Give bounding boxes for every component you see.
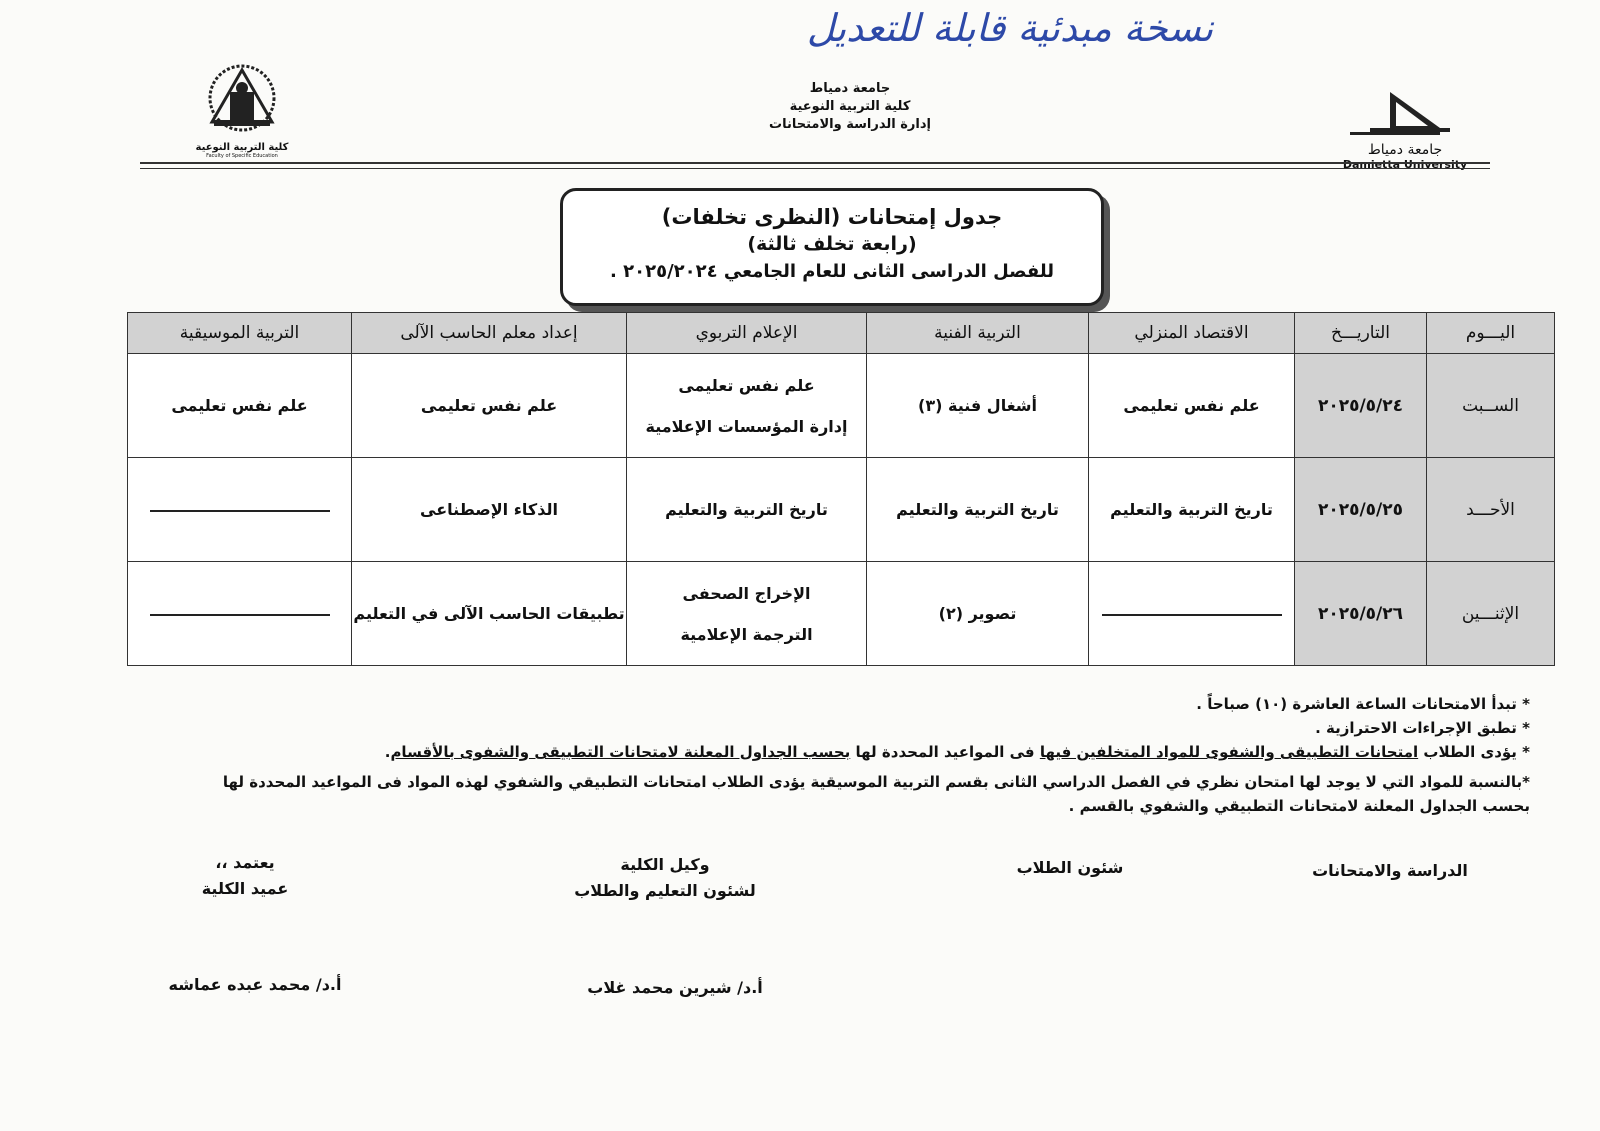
faculty-logo-caption: كلية التربية النوعية [195, 142, 289, 153]
header-art-education: التربية الفنية [867, 313, 1089, 354]
note-precautions: * تطبق الإجراءات الاحترازية . [1315, 719, 1530, 737]
faculty-logo-caption-en: Faculty of Specific Education [206, 153, 278, 159]
header-day: اليـــوم [1427, 313, 1555, 354]
faculty-emblem-icon [192, 58, 292, 138]
signature-dean-name [150, 972, 360, 998]
faculty-name: كلية التربية النوعية [789, 99, 911, 114]
cell-home-economics: تاريخ التربية والتعليم [1089, 458, 1295, 562]
header-date: التاريـــخ [1295, 313, 1427, 354]
signature-name: أ.د/ محمد عبده عماشه [168, 975, 342, 994]
signature-vice-dean [560, 852, 770, 904]
signature-dean [180, 850, 310, 902]
university-logo-english: Damietta University [1342, 158, 1468, 171]
cell-day: الســبت [1427, 354, 1555, 458]
cell-home-economics [1089, 562, 1295, 666]
header-media-education: الإعلام التربوي [627, 313, 867, 354]
cell-computer-teacher: تطبيقات الحاسب الآلى في التعليم [352, 562, 627, 666]
cell-day: الإثنـــين [1427, 562, 1555, 666]
cell-day: الأحـــد [1427, 458, 1555, 562]
header-computer-teacher: إعداد معلم الحاسب الآلى [352, 313, 627, 354]
cell-date: ٢٠٢٥/٥/٢٥ [1295, 458, 1427, 562]
note-underlined: امتحانات التطبيقى والشفوى للمواد المتخلفين فيها [1039, 743, 1419, 761]
notes-block [150, 692, 1530, 818]
header-text-block [740, 80, 960, 134]
cell-computer-teacher: الذكاء الإصطناعى [352, 458, 627, 562]
cell-computer-teacher: علم نفس تعليمى [352, 354, 627, 458]
no-exam-dash [1102, 614, 1282, 616]
header-rule-thin [140, 168, 1490, 169]
cell-subject: علم نفس تعليمى [678, 375, 815, 395]
university-logo-arabic: جامعة دمياط [1367, 142, 1443, 158]
title-line-1: جدول إمتحانات (النظرى تخلفات) [661, 205, 1003, 229]
cell-date: ٢٠٢٥/٥/٢٤ [1295, 354, 1427, 458]
signature-title: لشئون التعليم والطلاب [574, 881, 756, 900]
cell-media-education [627, 562, 867, 666]
header-rule [140, 162, 1490, 164]
table-row [128, 354, 1555, 458]
table-row [128, 458, 1555, 562]
cell-subject: الترجمة الإعلامية [680, 624, 813, 644]
cell-music-education [128, 562, 352, 666]
title-line-2: (رابعة تخلف ثالثة) [747, 233, 917, 255]
signature-student-affairs [1000, 855, 1140, 881]
exam-schedule-table [127, 312, 1555, 666]
cell-music-education [128, 458, 352, 562]
note-text: فى المواعيد المحددة لها [850, 743, 1040, 761]
no-exam-dash [150, 614, 330, 616]
table-row [128, 562, 1555, 666]
note-practical-exams [150, 740, 1530, 764]
signature-vice-dean-name [570, 975, 780, 1001]
note-text: . [384, 743, 391, 761]
cell-date: ٢٠٢٥/٥/٢٦ [1295, 562, 1427, 666]
cell-art-education: تصوير (٢) [867, 562, 1089, 666]
note-underlined: بحسب الجداول المعلنة لامتحانات التطبيقى والشفوى بالأقسام [390, 743, 851, 761]
cell-subject: إدارة المؤسسات الإعلامية [645, 416, 848, 436]
table-header-row [128, 313, 1555, 354]
note-music-line-2: بحسب الجداول المعلنة لامتحانات التطبيقي والشفوي بالقسم . [1068, 797, 1530, 815]
signature-name: أ.د/ شيرين محمد غلاب [587, 978, 763, 997]
note-start-time: * تبدأ الامتحانات الساعة العاشرة (١٠) صباحاً . [1196, 695, 1530, 713]
university-emblem-icon [1330, 88, 1480, 138]
cell-subject: الإخراج الصحفى [682, 583, 811, 603]
signature-title: شئون الطلاب [1016, 858, 1124, 877]
signature-title: الدراسة والامتحانات [1312, 861, 1468, 880]
cell-media-education: تاريخ التربية والتعليم [627, 458, 867, 562]
cell-art-education: تاريخ التربية والتعليم [867, 458, 1089, 562]
approve-label: يعتمد ،، [215, 853, 275, 872]
note-music-line-1: *بالنسبة للمواد التي لا يوجد لها امتحان نظري في الفصل الدراسي الثانى بقسم التربية الموسيقية يؤدى الطلاب امتحانات التطبيقي والشفوي لهذه المواد فى المواعيد المحددة لها [222, 773, 1530, 791]
no-exam-dash [150, 510, 330, 512]
title-line-3: للفصل الدراسى الثانى للعام الجامعي ٢٠٢٥/٢٠٢٤ . [610, 261, 1054, 282]
handwritten-note: نسخة مبدئية قابلة للتعديل [806, 6, 1214, 50]
signature-title: عميد الكلية [201, 879, 289, 898]
title-box [560, 188, 1104, 306]
note-text: * يؤدى الطلاب [1418, 743, 1530, 761]
university-name: جامعة دمياط [809, 81, 891, 96]
cell-media-education [627, 354, 867, 458]
header-home-economics: الاقتصاد المنزلي [1089, 313, 1295, 354]
cell-art-education: أشغال فنية (٣) [867, 354, 1089, 458]
signature-title: وكيل الكلية [620, 855, 710, 874]
cell-home-economics: علم نفس تعليمى [1089, 354, 1295, 458]
cell-music-education: علم نفس تعليمى [128, 354, 352, 458]
faculty-logo [192, 58, 292, 158]
header-music-education: التربية الموسيقية [128, 313, 352, 354]
signature-studies [1300, 858, 1480, 884]
department-name: إدارة الدراسة والامتحانات [769, 117, 931, 132]
